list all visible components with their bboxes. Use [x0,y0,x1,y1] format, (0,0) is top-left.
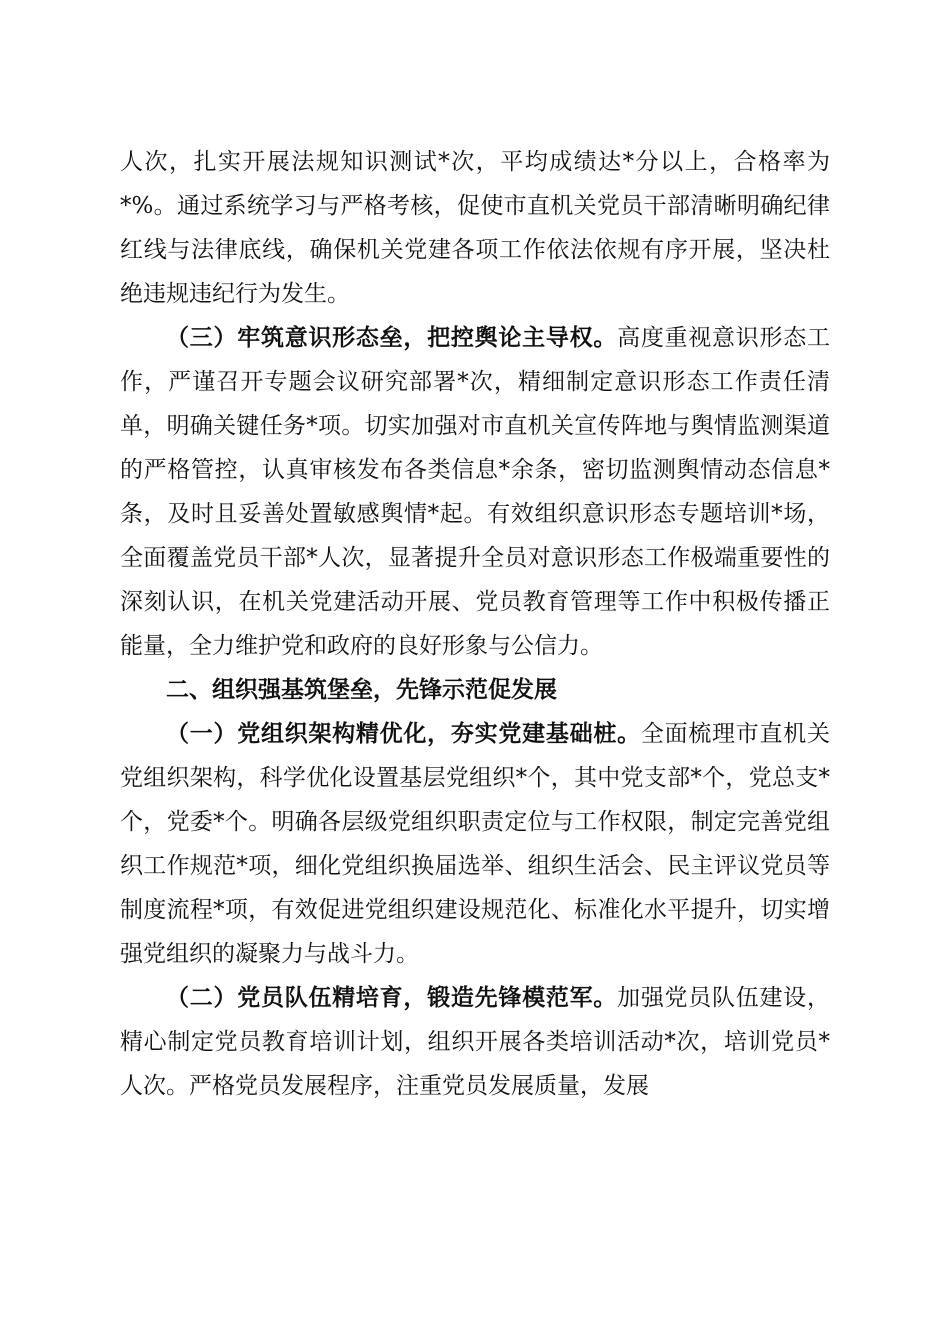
paragraph-text: 人次，扎实开展法规知识测试*次，平均成绩达*分以上，合格率为*%。通过系统学习与严格考核，促使市直机关党员干部清晰明确纪律红线与法律底线，确保机关党建各项工作依法依规有序开展，坚决杜绝违规违纪行为发生。 [120,149,830,307]
paragraph-lead: （三）牢筑意识形态垒，把控舆论主导权。 [166,324,618,351]
paragraph-text: 加强党员队伍建设，精心制定党员教育培训计划，组织开展各类培训活动*次，培训党员*人次。严格党员发展程序，注重党员发展质量，发展 [120,985,831,1099]
paragraph-continuation [120,140,830,316]
section-heading: 二、组织强基筑堡垒，先锋示范促发展 [166,677,557,703]
document-page [120,140,830,1108]
paragraph-ideology [120,316,830,668]
paragraph-party-members [120,976,830,1108]
paragraph-text: 全面梳理市直机关党组织架构，科学优化设置基层党组织*个，其中党支部*个，党总支*个，党委*个。明确各层级党组织职责定位与工作权限，制定完善党组织工作规范*项，细化党组织换届选举、组织生活会、民主评议党员等制度流程*项，有效促进党组织建设规范化、标准化水平提升，切实增强党组织的凝聚力与战斗力。 [120,721,831,967]
paragraph-lead: （一）党组织架构精优化，夯实党建基础桩。 [166,720,641,747]
paragraph-text: 高度重视意识形态工作，严谨召开专题会议研究部署*次，精细制定意识形态工作责任清单，明确关键任务*项。切实加强对市直机关宣传阵地与舆情监测渠道的严格管控，认真审核发布各类信息*余条，密切监测舆情动态信息*条，及时且妥善处置敏感舆情*起。有效组织意识形态专题培训*场，全面覆盖党员干部*人次，显著提升全员对意识形态工作极端重要性的深刻认识，在机关党建活动开展、党员教育管理等工作中积极传播正能量，全力维护党和政府的良好形象与公信力。 [120,325,831,659]
paragraph-lead: （二）党员队伍精培育，锻造先锋模范军。 [166,984,618,1011]
paragraph-party-structure [120,712,830,976]
